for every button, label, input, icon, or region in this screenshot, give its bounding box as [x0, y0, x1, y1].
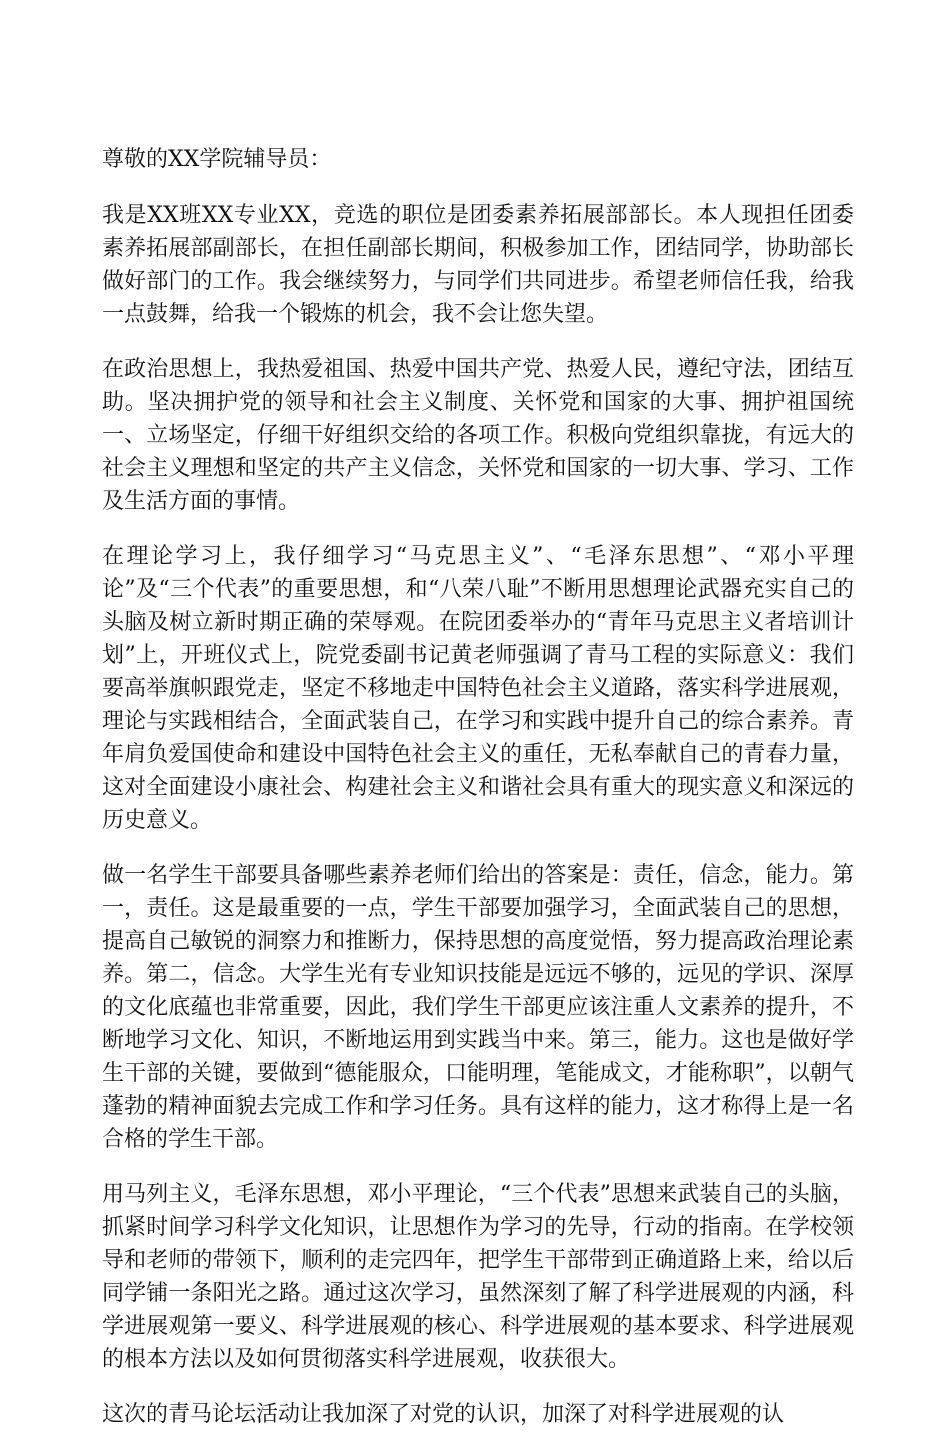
salutation: 尊敬的XX学院辅导员：: [102, 147, 332, 172]
paragraph-candidacy: 我是XX班XX专业XX，竞选的职位是团委素养拓展部部长。本人现担任团委素养拓展部副部长，在担任副部长期间，积极参加工作，团结同学，协助部长做好部门的工作。我会继续努力，与同学们共同进步。希望老师信任我，给我一点鼓舞，给我一个锻炼的机会，我不会让您失望。: [102, 203, 854, 327]
document-body: [102, 143, 854, 1453]
paragraph-forum-activity: 这次的青马论坛活动让我加深了对党的认识，加深了对科学进展观的认: [102, 1402, 785, 1427]
paragraph-arming-thought: 用马列主义，毛泽东思想，邓小平理论，“三个代表”思想来武装自己的头脑，抓紧时间学习科学文化知识，让思想作为学习的先导，行动的指南。在学校领导和老师的带领下，顺利的走完四年，把学生干部带到正确道路上来，给以后同学铺一条阳光之路。通过这次学习，虽然深刻了解了科学进展观的内涵，科学进展观第一要义、科学进展观的核心、科学进展观的基本要求、科学进展观的根本方法以及如何贯彻落实科学进展观，收获很大。: [102, 1182, 854, 1372]
paragraph-theory-study: 在理论学习上，我仔细学习“马克思主义”、“毛泽东思想”、“邓小平理论”及“三个代表”的重要思想，和“八荣八耻”不断用思想理论武器充实自己的头脑及树立新时期正确的荣辱观。在院团委举办的“青年马克思主义者培训计划”上，开班仪式上，院党委副书记黄老师强调了青马工程的实际意义：我们要高举旗帜跟党走，坚定不移地走中国特色社会主义道路，落实科学进展观，理论与实践相结合，全面武装自己，在学习和实践中提升自己的综合素养。青年肩负爱国使命和建设中国特色社会主义的重任，无私奉献自己的青春力量，这对全面建设小康社会、构建社会主义和谐社会具有重大的现实意义和深远的历史意义。: [102, 544, 854, 833]
paragraph-political-thought: 在政治思想上，我热爱祖国、热爱中国共产党、热爱人民，遵纪守法，团结互助。坚决拥护党的领导和社会主义制度、关怀党和国家的大事、拥护祖国统一、立场坚定，仔细干好组织交给的各项工作。积极向党组织靠拢，有远大的社会主义理想和坚定的共产主义信念，关怀党和国家的一切大事、学习、工作及生活方面的事情。: [102, 357, 854, 514]
paragraph-cadre-qualities: 做一名学生干部要具备哪些素养老师们给出的答案是：责任，信念，能力。第一，责任。这是最重要的一点，学生干部要加强学习，全面武装自己的思想，提高自己敏锐的洞察力和推断力，保持思想的高度觉悟，努力提高政治理论素养。第二，信念。大学生光有专业知识技能是远远不够的，远见的学识、深厚的文化底蕴也非常重要，因此，我们学生干部更应该注重人文素养的提升，不断地学习文化、知识，不断地运用到实践当中来。第三，能力。这也是做好学生干部的关键，要做到“德能服众，口能明理，笔能成文，才能称职”，以朝气蓬勃的精神面貌去完成工作和学习任务。具有这样的能力，这才称得上是一名合格的学生干部。: [102, 863, 854, 1152]
